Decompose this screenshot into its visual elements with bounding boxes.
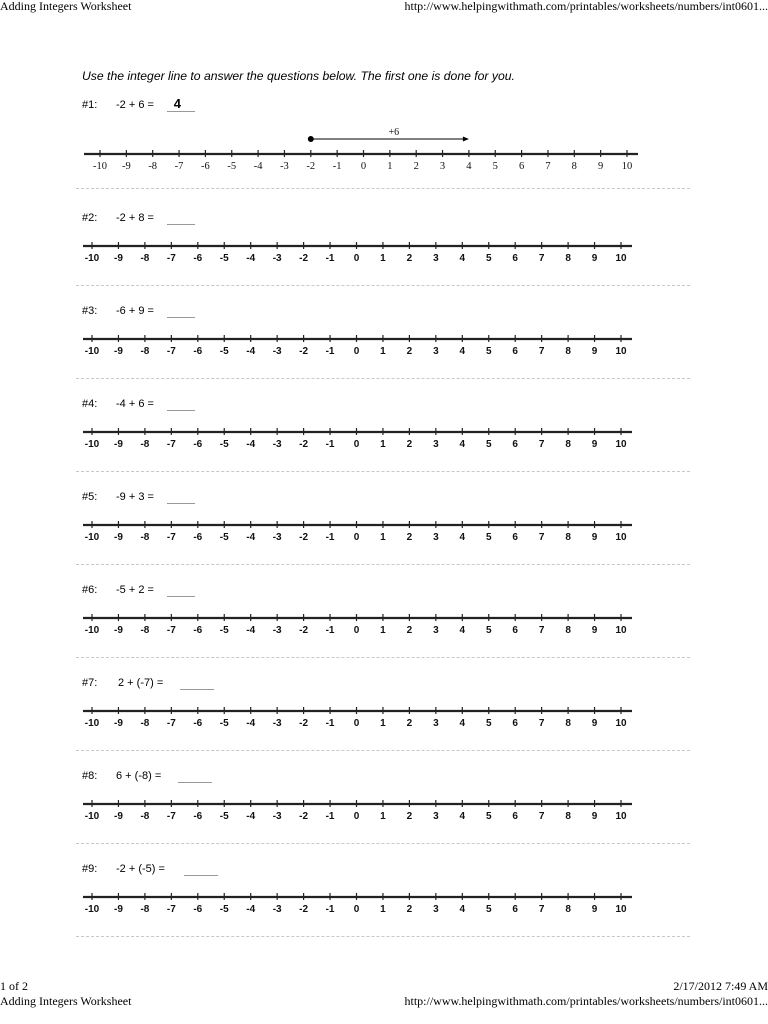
number-line-label: -6 [193, 904, 203, 915]
number-line-label: -2 [306, 161, 316, 172]
number-line-label: -10 [93, 161, 107, 172]
number-line-label: 3 [433, 532, 439, 543]
problem-number: #4: [82, 398, 98, 410]
number-line-label: 4 [459, 532, 466, 543]
number-line-label: -8 [140, 346, 150, 357]
number-line-label: -7 [166, 718, 176, 729]
problem [0, 584, 768, 678]
number-line-label: 0 [353, 253, 360, 264]
number-line-label: 5 [485, 718, 492, 729]
number-line-label: -9 [113, 532, 123, 543]
number-line-label: -10 [84, 253, 100, 264]
number-line-label: -6 [193, 811, 203, 822]
number-line-label: 6 [512, 439, 518, 450]
number-line-label: 8 [571, 161, 577, 172]
number-line-label: 2 [406, 253, 413, 264]
number-line-label: 0 [353, 439, 360, 450]
number-line-label: 7 [538, 439, 545, 450]
number-line-label: 3 [433, 253, 439, 264]
number-line-label: 6 [518, 161, 525, 172]
number-line-label: -4 [246, 904, 256, 915]
number-line-label: -1 [325, 532, 335, 543]
number-line-label: 4 [459, 811, 466, 822]
number-line-label: -4 [253, 161, 263, 172]
number-line-label: 0 [353, 718, 360, 729]
number-line-label: -9 [113, 904, 123, 915]
number-line-label: -10 [84, 904, 100, 915]
problem [0, 863, 768, 957]
number-line-label: -7 [166, 811, 176, 822]
number-line-label: 8 [565, 718, 571, 729]
number-line-label: 0 [360, 161, 367, 172]
number-line-label: -2 [299, 718, 309, 729]
number-line-label: 5 [485, 439, 492, 450]
number-line [0, 398, 768, 478]
problem-expression: -6 + 9 = [116, 305, 154, 317]
number-line-label: 10 [615, 346, 627, 357]
problem-expression: -4 + 6 = [116, 398, 154, 410]
number-line-label: 10 [615, 253, 627, 264]
number-line-label: -3 [272, 625, 282, 636]
number-line-label: 7 [538, 346, 545, 357]
number-line [0, 584, 768, 664]
number-line-label: 4 [459, 718, 466, 729]
number-line-label: 4 [459, 625, 466, 636]
number-line [0, 863, 768, 943]
problem-separator [76, 564, 690, 565]
problem [0, 491, 768, 585]
number-line-label: 5 [485, 532, 492, 543]
number-line-label: -2 [299, 904, 309, 915]
number-line-label: 9 [591, 625, 598, 636]
number-line-label: -9 [113, 625, 123, 636]
number-line-label: 0 [353, 346, 360, 357]
number-line-label: 0 [353, 811, 360, 822]
number-line-label: 4 [459, 439, 466, 450]
number-line-label: 0 [353, 904, 360, 915]
number-line-label: 6 [512, 346, 518, 357]
number-line-label: 0 [353, 625, 360, 636]
number-line-label: 1 [387, 161, 393, 172]
number-line-label: 10 [615, 439, 627, 450]
number-line [0, 212, 768, 292]
number-line-label: 1 [380, 439, 386, 450]
problem-separator [76, 936, 690, 937]
number-line-label: 2 [406, 811, 413, 822]
number-line-label: -7 [174, 161, 184, 172]
number-line-label: -9 [113, 811, 123, 822]
number-line-label: -10 [84, 811, 100, 822]
number-line-label: -5 [219, 811, 229, 822]
number-line-label: 1 [380, 904, 386, 915]
problem-number: #9: [82, 863, 98, 875]
number-line-label: -6 [193, 346, 203, 357]
footer-page: 1 of 2 [0, 979, 28, 993]
number-line-label: -3 [272, 811, 282, 822]
number-line-label: -9 [113, 346, 123, 357]
number-line-label: 4 [466, 161, 472, 172]
problem [0, 212, 768, 306]
number-line-label: 6 [512, 718, 518, 729]
number-line-label: 4 [459, 253, 466, 264]
problem-number: #8: [82, 770, 98, 782]
number-line-label: 2 [406, 532, 413, 543]
problem-expression: -5 + 2 = [116, 584, 154, 596]
number-line-label: -3 [280, 161, 289, 172]
number-line-label: -8 [140, 625, 150, 636]
number-line-label: -5 [219, 904, 229, 915]
number-line-label: -10 [84, 532, 100, 543]
header-url: http://www.helpingwithmath.com/printables/worksheets/numbers/int0601... [404, 0, 768, 13]
number-line [0, 770, 768, 850]
number-line-label: -1 [325, 346, 335, 357]
number-line-label: 3 [433, 718, 439, 729]
number-line-label: -10 [84, 718, 100, 729]
number-line-label: 5 [485, 625, 492, 636]
number-line-label: -1 [325, 253, 335, 264]
number-line-label: 9 [591, 439, 598, 450]
problem-separator [76, 657, 690, 658]
number-line-label: 7 [545, 161, 551, 172]
number-line-label: 8 [565, 346, 571, 357]
number-line-label: 8 [565, 625, 571, 636]
number-line-label: 7 [538, 625, 545, 636]
number-line-label: 7 [538, 532, 545, 543]
number-line-label: -7 [166, 439, 176, 450]
number-line-label: 8 [565, 904, 571, 915]
number-line-label: 5 [485, 346, 492, 357]
problem-separator [76, 378, 690, 379]
number-line-label: -5 [219, 439, 229, 450]
number-line-label: 10 [615, 811, 627, 822]
number-line-label: 2 [406, 625, 413, 636]
number-line-label: 6 [512, 532, 518, 543]
number-line-label: 2 [406, 904, 413, 915]
problem-expression: 6 + (-8) = [116, 770, 162, 782]
footer-url: http://www.helpingwithmath.com/printables/worksheets/numbers/int0601... [404, 994, 768, 1008]
problem-number: #5: [82, 491, 98, 503]
number-line-label: -2 [299, 439, 309, 450]
number-line-label: -4 [246, 718, 256, 729]
arrow-head [463, 137, 469, 142]
number-line-label: -1 [325, 439, 335, 450]
problem-number: #6: [82, 584, 98, 596]
number-line-label: 9 [598, 161, 604, 172]
number-line-label: -1 [325, 904, 335, 915]
number-line-label: 7 [538, 904, 545, 915]
number-line-label: -10 [84, 439, 100, 450]
problem-number: #7: [82, 677, 98, 689]
number-line-label: -1 [325, 811, 335, 822]
number-line-label: -2 [299, 811, 309, 822]
number-line-label: -3 [272, 532, 282, 543]
problem-number: #2: [82, 212, 98, 224]
number-line-label: -5 [219, 253, 229, 264]
number-line-label: -1 [325, 718, 335, 729]
problem-expression: -2 + 6 = [116, 99, 154, 111]
number-line-label: 6 [512, 811, 518, 822]
number-line-label: 3 [433, 625, 439, 636]
number-line-label: -7 [166, 904, 176, 915]
number-line-label: -6 [193, 718, 203, 729]
number-line-label: 1 [380, 253, 386, 264]
number-line-label: -8 [140, 253, 150, 264]
number-line-label: -2 [299, 625, 309, 636]
number-line-label: 9 [591, 346, 598, 357]
number-line-label: 5 [485, 811, 492, 822]
number-line-label: 5 [485, 253, 492, 264]
number-line-label: -8 [148, 161, 158, 172]
number-line-label: -2 [299, 253, 309, 264]
number-line-label: 6 [512, 253, 518, 264]
number-line-label: 5 [485, 904, 492, 915]
number-line-label: 3 [439, 161, 446, 172]
number-line-label: -3 [272, 253, 282, 264]
number-line-label: -4 [246, 625, 256, 636]
number-line-label: -3 [272, 346, 282, 357]
number-line-label: -5 [227, 161, 237, 172]
number-line-label: 5 [492, 161, 498, 172]
number-line-label: 10 [615, 904, 627, 915]
number-line [0, 99, 768, 179]
problem [0, 305, 768, 399]
number-line-label: -9 [121, 161, 131, 172]
number-line-label: 6 [512, 904, 518, 915]
number-line-label: 4 [459, 904, 466, 915]
number-line-label: -4 [246, 439, 256, 450]
number-line-label: 3 [433, 811, 439, 822]
number-line-label: -7 [166, 532, 176, 543]
number-line-label: 8 [565, 532, 571, 543]
problem-expression: -2 + (-5) = [116, 863, 165, 875]
number-line-label: 7 [538, 811, 545, 822]
number-line-label: 1 [380, 532, 386, 543]
footer-title: Adding Integers Worksheet [0, 994, 132, 1008]
number-line-label: 9 [591, 811, 598, 822]
number-line-label: -3 [272, 904, 282, 915]
problem-expression: -2 + 8 = [116, 212, 154, 224]
problem-number: #3: [82, 305, 98, 317]
number-line [0, 305, 768, 385]
number-line-label: -8 [140, 904, 150, 915]
number-line-label: -6 [201, 161, 210, 172]
number-line-label: 2 [406, 346, 413, 357]
number-line-label: 2 [413, 161, 419, 172]
number-line-label: -6 [193, 625, 203, 636]
problem [0, 96, 768, 193]
number-line-label: 7 [538, 718, 545, 729]
number-line-label: -6 [193, 253, 203, 264]
arrow-label: +6 [388, 127, 400, 138]
number-line-label: -4 [246, 346, 256, 357]
problem [0, 770, 768, 864]
number-line-label: 8 [565, 811, 571, 822]
number-line-label: -5 [219, 625, 229, 636]
number-line-label: -7 [166, 253, 176, 264]
number-line-label: 7 [538, 253, 545, 264]
header-title: Adding Integers Worksheet [0, 0, 132, 13]
number-line-label: 10 [615, 718, 627, 729]
number-line-label: -10 [84, 346, 100, 357]
problem-separator [76, 188, 690, 189]
number-line-label: -6 [193, 532, 203, 543]
number-line-label: -1 [332, 161, 342, 172]
problem [0, 398, 768, 492]
number-line [0, 491, 768, 571]
problem-number: #1: [82, 99, 98, 111]
number-line-label: -6 [193, 439, 203, 450]
number-line-label: -2 [299, 532, 309, 543]
number-line-label: 10 [615, 625, 627, 636]
problem [0, 677, 768, 771]
number-line-label: 1 [380, 718, 386, 729]
number-line-label: 2 [406, 718, 413, 729]
number-line-label: 4 [459, 346, 466, 357]
number-line-label: -3 [272, 439, 282, 450]
problem-separator [76, 750, 690, 751]
number-line-label: -10 [84, 625, 100, 636]
number-line-label: -7 [166, 346, 176, 357]
problem-separator [76, 843, 690, 844]
number-line-label: 9 [591, 718, 598, 729]
number-line-label: 1 [380, 811, 386, 822]
number-line-label: 10 [615, 532, 627, 543]
number-line-label: -5 [219, 718, 229, 729]
number-line-label: -2 [299, 346, 309, 357]
number-line-label: -7 [166, 625, 176, 636]
number-line-label: -3 [272, 718, 282, 729]
number-line-label: -8 [140, 718, 150, 729]
problem-expression: 2 + (-7) = [118, 677, 164, 689]
number-line-label: -4 [246, 532, 256, 543]
instructions: Use the integer line to answer the questions below. The first one is done for you. [82, 69, 515, 83]
problem-expression: -9 + 3 = [116, 491, 154, 503]
number-line-label: 9 [591, 532, 598, 543]
problem-separator [76, 471, 690, 472]
number-line-label: -1 [325, 625, 335, 636]
footer-datetime: 2/17/2012 7:49 AM [673, 979, 768, 993]
number-line-label: 0 [353, 532, 360, 543]
number-line-label: 9 [591, 904, 598, 915]
number-line-label: -9 [113, 253, 123, 264]
problem-separator [76, 285, 690, 286]
number-line-label: 1 [380, 625, 386, 636]
number-line-label: -4 [246, 811, 256, 822]
number-line-label: 3 [433, 346, 439, 357]
number-line-label: -9 [113, 718, 123, 729]
number-line-label: 10 [621, 161, 633, 172]
number-line-label: 8 [565, 253, 571, 264]
number-line-label: -8 [140, 532, 150, 543]
answer-value: 4 [173, 96, 182, 111]
number-line-label: -5 [219, 532, 229, 543]
number-line-label: 2 [406, 439, 413, 450]
number-line-label: -4 [246, 253, 256, 264]
number-line-label: -8 [140, 439, 150, 450]
number-line-label: -9 [113, 439, 123, 450]
number-line-label: 9 [591, 253, 598, 264]
number-line-label: -8 [140, 811, 150, 822]
number-line-label: 3 [433, 439, 439, 450]
number-line-label: 6 [512, 625, 518, 636]
number-line-label: 8 [565, 439, 571, 450]
number-line-label: 3 [433, 904, 439, 915]
number-line [0, 677, 768, 757]
number-line-label: -5 [219, 346, 229, 357]
number-line-label: 1 [380, 346, 386, 357]
